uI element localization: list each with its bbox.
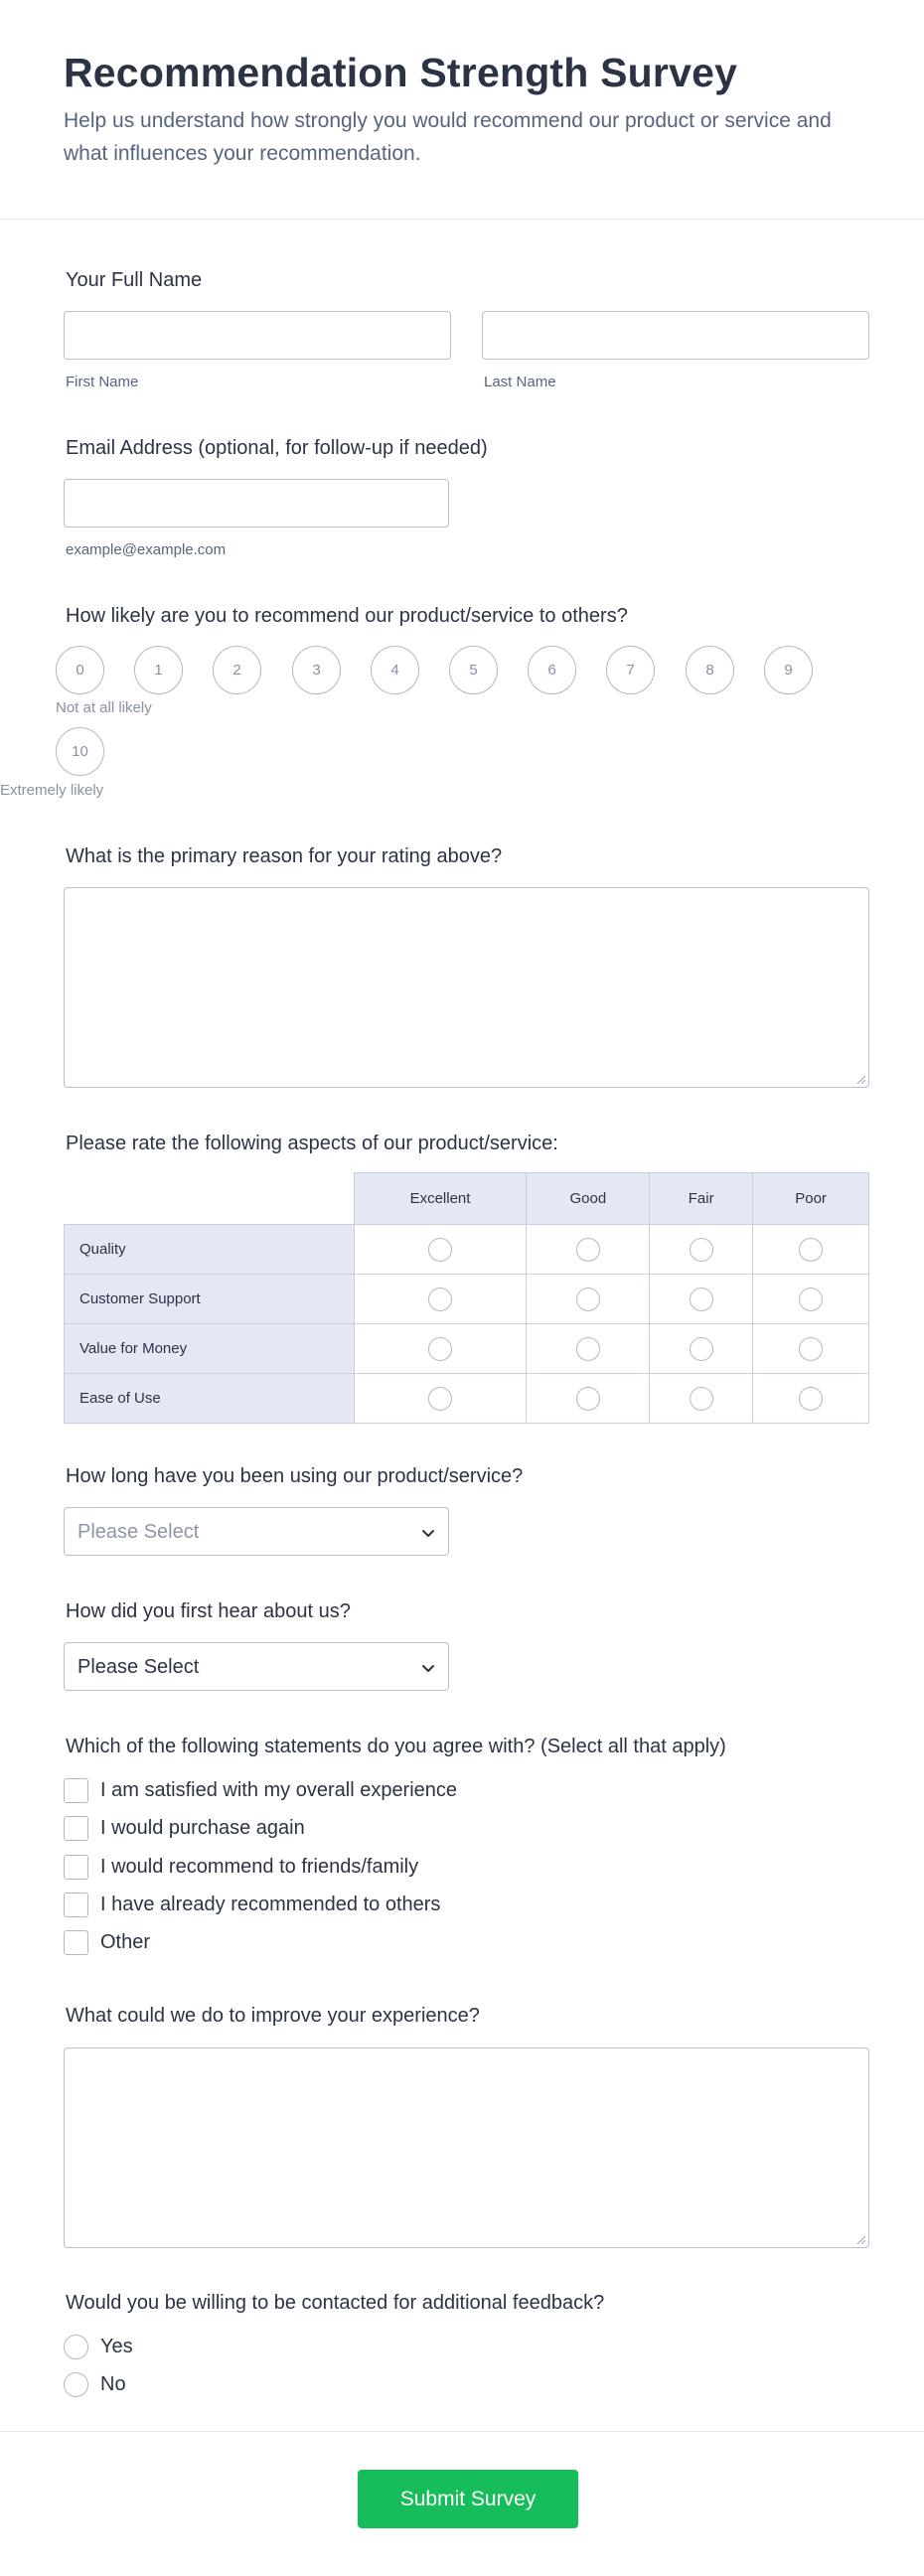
page-subtitle: Help us understand how strongly you would recommend our product or service and what influences your recommendation. — [64, 109, 832, 165]
matrix-radio[interactable] — [576, 1288, 600, 1311]
statement-option[interactable] — [64, 1854, 418, 1880]
matrix-radio[interactable] — [428, 1238, 452, 1262]
statement-option[interactable] — [64, 1777, 457, 1803]
contact-option-label: Yes — [100, 2335, 133, 2357]
statement-option-label: I have already recommended to others — [100, 1893, 441, 1915]
source-select[interactable] — [64, 1642, 449, 1691]
matrix-row — [65, 1275, 869, 1324]
nps-option-10[interactable]: 10 — [56, 727, 104, 776]
duration-select-value: Please Select — [77, 1521, 200, 1543]
nps-option-2[interactable]: 2 — [213, 646, 261, 694]
contact-label: Would you be willing to be contacted for additional feedback? — [66, 2292, 605, 2314]
improve-label: What could we do to improve your experience? — [66, 2005, 480, 2027]
matrix-radio[interactable] — [690, 1288, 713, 1311]
matrix-row — [65, 1374, 869, 1424]
nps-label: How likely are you to recommend our product/service to others? — [66, 605, 628, 627]
resize-grip-icon[interactable] — [855, 2234, 865, 2244]
matrix-radio[interactable] — [576, 1387, 600, 1411]
statement-option[interactable] — [64, 1892, 440, 1917]
matrix-row — [65, 1324, 869, 1374]
matrix-radio[interactable] — [576, 1238, 600, 1262]
statement-option-label: I am satisfied with my overall experience — [100, 1778, 458, 1801]
improve-textarea[interactable] — [64, 2047, 869, 2248]
contact-option-label: No — [100, 2372, 126, 2395]
statement-option[interactable] — [64, 1929, 150, 1955]
matrix-radio[interactable] — [799, 1337, 823, 1361]
checkbox[interactable] — [64, 1893, 88, 1917]
contact-option-no[interactable] — [64, 2371, 126, 2397]
first-name-sublabel: First Name — [66, 374, 139, 390]
matrix-radio[interactable] — [799, 1288, 823, 1311]
matrix-row-label: Customer Support — [65, 1275, 355, 1324]
nps-option-4[interactable]: 4 — [371, 646, 419, 694]
reason-textarea[interactable] — [64, 887, 869, 1088]
statement-option-label: I would recommend to friends/family — [100, 1855, 419, 1878]
source-select-value: Please Select — [77, 1656, 200, 1678]
statement-option-label: Other — [100, 1930, 151, 1953]
chevron-down-icon — [420, 1525, 436, 1541]
matrix-col-fair: Fair — [650, 1173, 753, 1225]
last-name-sublabel: Last Name — [484, 374, 556, 390]
nps-option-5[interactable]: 5 — [449, 646, 498, 694]
source-label: How did you first hear about us? — [66, 1600, 351, 1622]
matrix-row — [65, 1225, 869, 1275]
matrix-radio[interactable] — [799, 1387, 823, 1411]
matrix-radio[interactable] — [428, 1387, 452, 1411]
last-name-input[interactable] — [482, 311, 869, 360]
reason-label: What is the primary reason for your rating above? — [66, 845, 503, 867]
nps-option-9[interactable]: 9 — [764, 646, 813, 694]
matrix-corner — [65, 1173, 355, 1225]
rating-matrix — [64, 1172, 869, 1424]
matrix-col-poor: Poor — [753, 1173, 869, 1225]
nps-high-caption: Extremely likely — [0, 782, 104, 799]
matrix-radio[interactable] — [690, 1238, 713, 1262]
matrix-radio[interactable] — [690, 1387, 713, 1411]
checkbox[interactable] — [64, 1855, 88, 1880]
matrix-radio[interactable] — [576, 1337, 600, 1361]
email-input[interactable] — [64, 479, 449, 528]
checkbox[interactable] — [64, 1930, 88, 1955]
nps-low-caption: Not at all likely — [56, 699, 152, 716]
page-title: Recommendation Strength Survey — [64, 50, 738, 95]
contact-option-yes[interactable] — [64, 2334, 133, 2359]
nps-option-7[interactable]: 7 — [606, 646, 655, 694]
statements-label: Which of the following statements do you agree with? (Select all that apply) — [66, 1736, 726, 1757]
matrix-label: Please rate the following aspects of our product/service: — [66, 1133, 558, 1154]
matrix-radio[interactable] — [428, 1288, 452, 1311]
checkbox[interactable] — [64, 1778, 88, 1803]
matrix-radio[interactable] — [799, 1238, 823, 1262]
first-name-input[interactable] — [64, 311, 451, 360]
matrix-radio[interactable] — [690, 1337, 713, 1361]
matrix-row-label: Ease of Use — [65, 1374, 355, 1424]
resize-grip-icon[interactable] — [855, 1074, 865, 1084]
nps-option-6[interactable]: 6 — [528, 646, 576, 694]
nps-option-3[interactable]: 3 — [292, 646, 341, 694]
email-sublabel: example@example.com — [66, 541, 227, 558]
nps-option-8[interactable]: 8 — [686, 646, 734, 694]
chevron-down-icon — [420, 1660, 436, 1676]
matrix-row-label: Value for Money — [65, 1324, 355, 1374]
checkbox[interactable] — [64, 1816, 88, 1841]
full-name-label: Your Full Name — [66, 269, 203, 291]
duration-label: How long have you been using our product/service? — [66, 1465, 524, 1487]
form-footer — [0, 2431, 924, 2576]
radio-button[interactable] — [64, 2335, 88, 2359]
matrix-row-label: Quality — [65, 1225, 355, 1275]
duration-select[interactable] — [64, 1507, 449, 1556]
submit-button[interactable]: Submit Survey — [358, 2470, 578, 2528]
form-header — [0, 0, 924, 220]
email-label: Email Address (optional, for follow-up if needed) — [66, 437, 488, 459]
nps-option-0[interactable]: 0 — [56, 646, 104, 694]
nps-option-1[interactable]: 1 — [134, 646, 183, 694]
statement-option[interactable] — [64, 1815, 305, 1841]
statement-option-label: I would purchase again — [100, 1816, 305, 1839]
matrix-col-good: Good — [527, 1173, 650, 1225]
radio-button[interactable] — [64, 2372, 88, 2397]
matrix-radio[interactable] — [428, 1337, 452, 1361]
matrix-col-excellent: Excellent — [354, 1173, 527, 1225]
